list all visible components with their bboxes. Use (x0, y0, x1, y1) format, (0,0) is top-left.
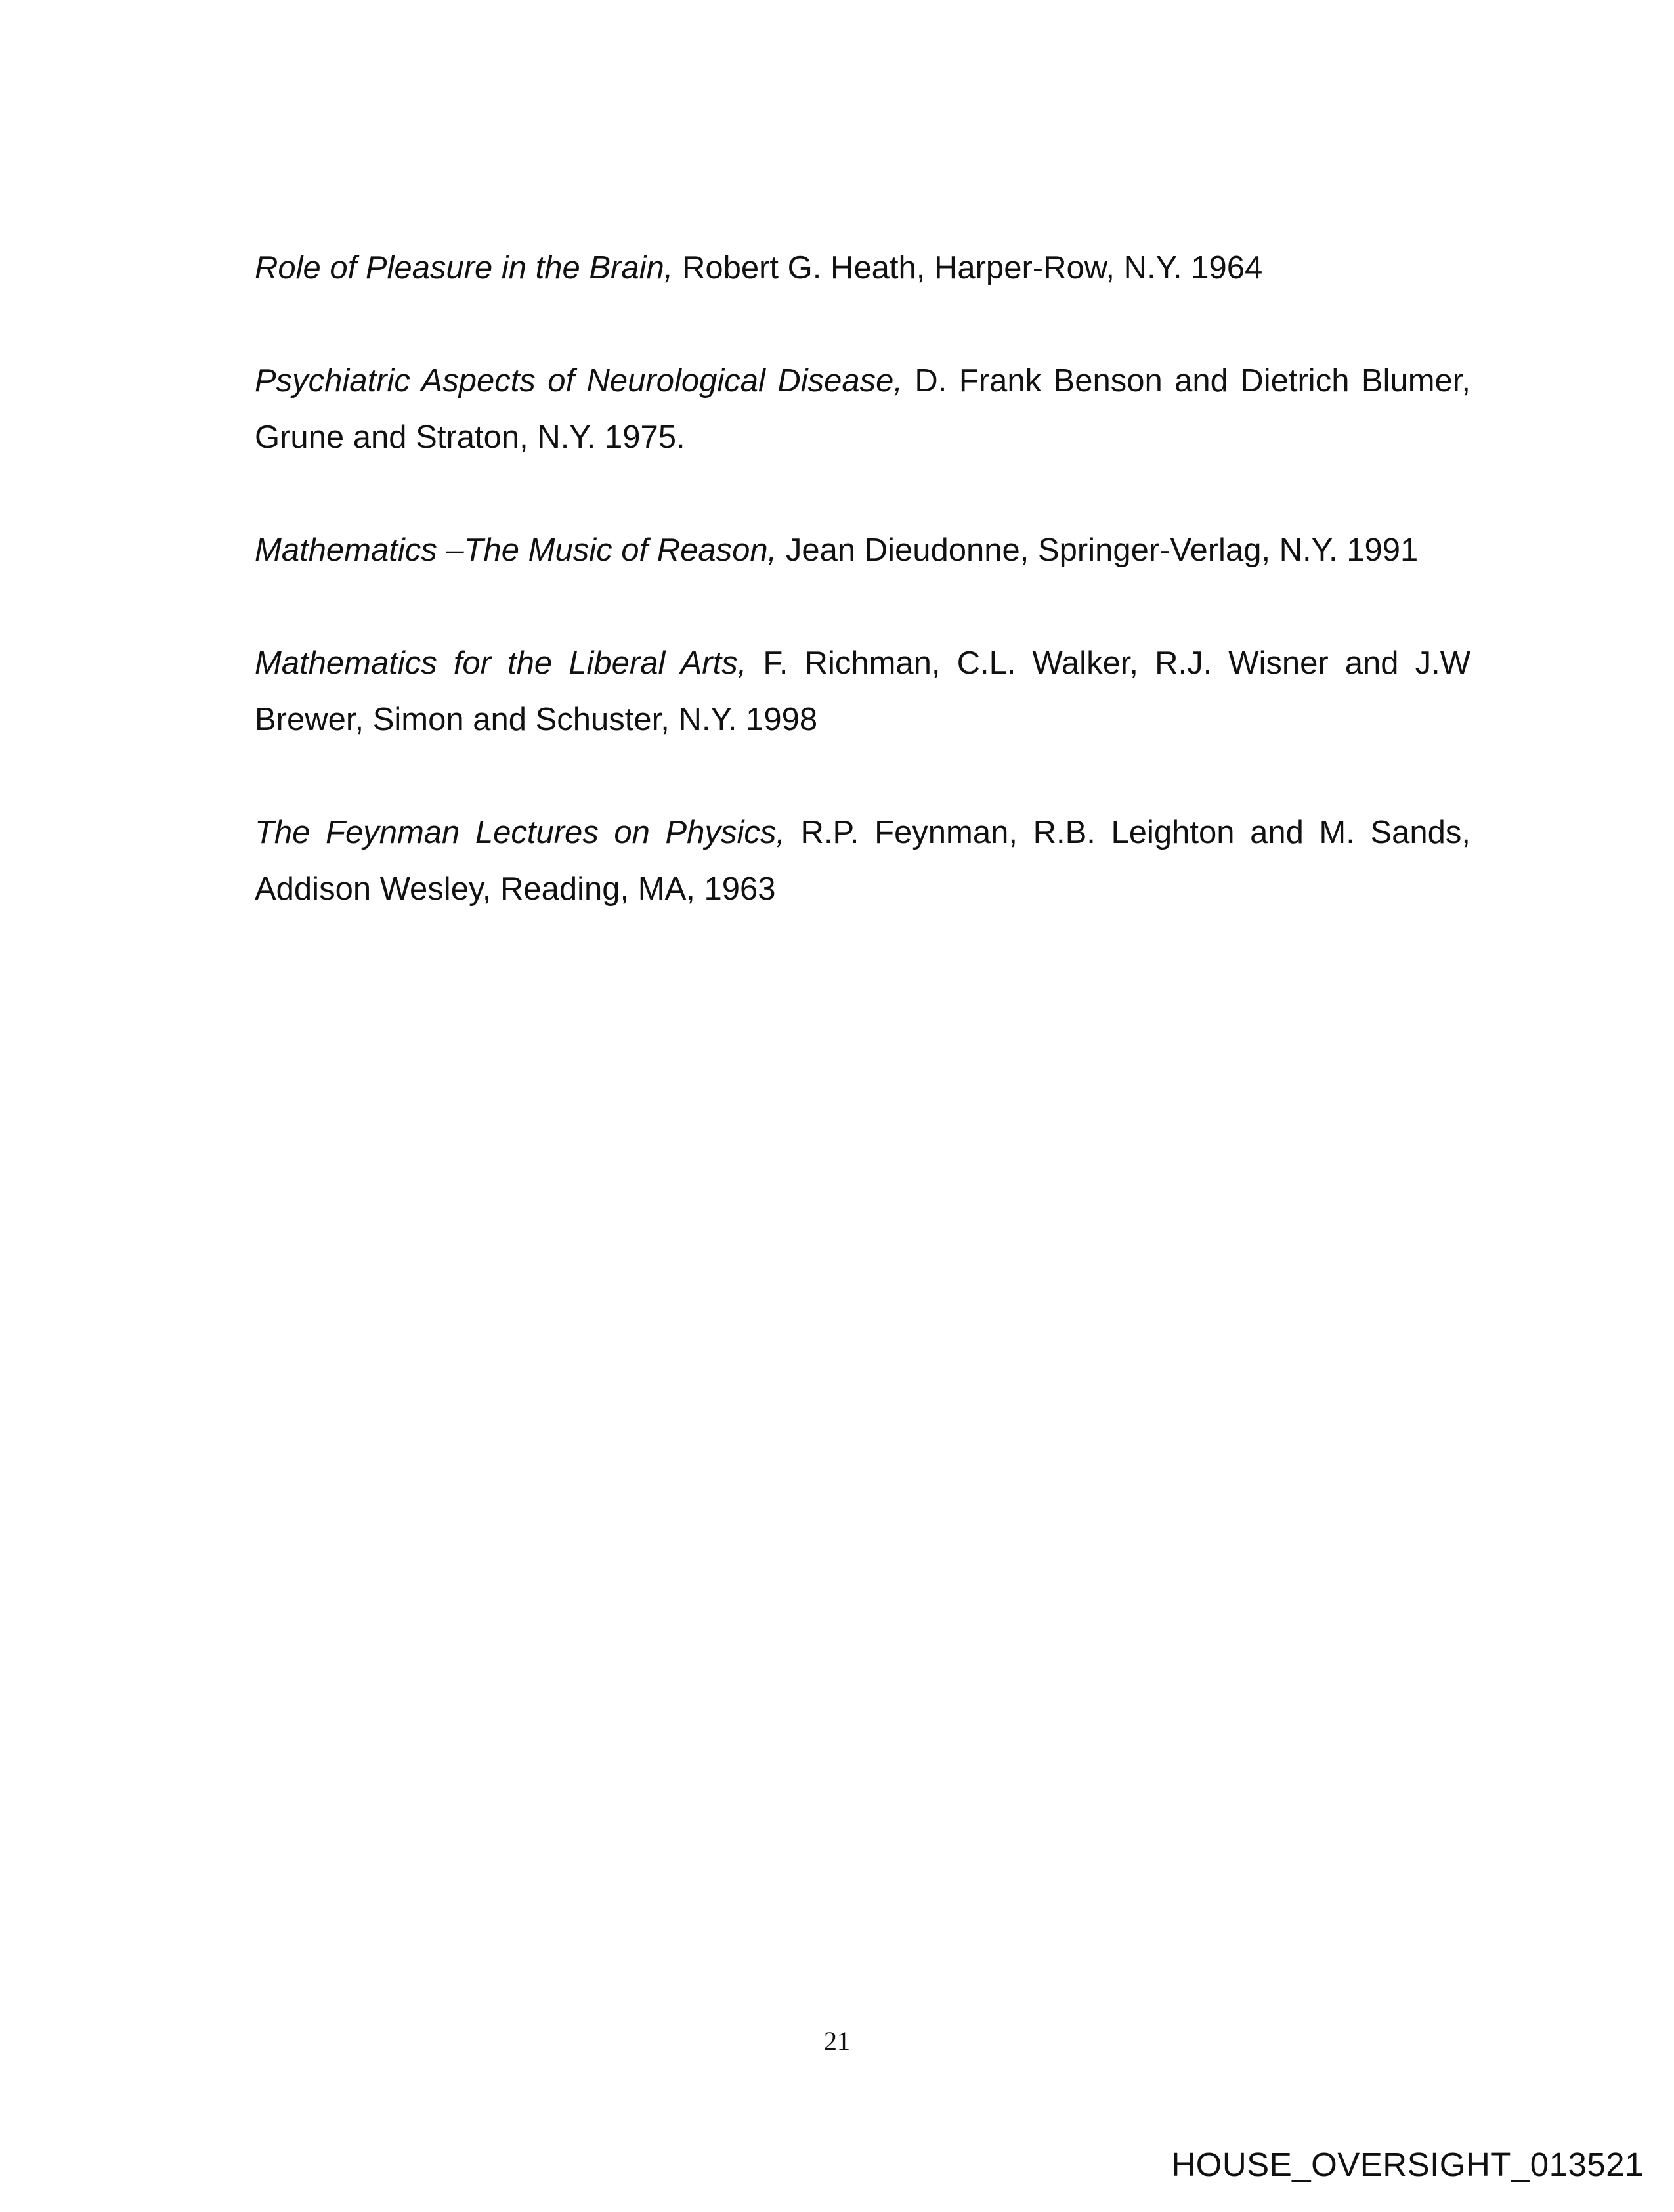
reference-details: F. Richman, C.L. Walker, R.J. Wisner and J.W Brewer, Simon and Schuster, N.Y. 1998 (255, 645, 1470, 737)
reference-title: Role of Pleasure in the Brain, (255, 250, 674, 286)
reference-details: R.P. Feynman, R.B. Leighton and M. Sands, Addison Wesley, Reading, MA, 1963 (255, 815, 1470, 907)
reference-title: Mathematics for the Liberal Arts, (255, 645, 747, 681)
reference-entry (255, 635, 1470, 748)
page-number: 21 (824, 2026, 850, 2056)
reference-entry (255, 522, 1470, 578)
reference-details: Jean Dieudonne, Springer-Verlag, N.Y. 1991 (777, 532, 1419, 568)
reference-title: Psychiatric Aspects of Neurological Disease, (255, 363, 903, 399)
reference-list (255, 240, 1470, 974)
reference-entry (255, 804, 1470, 917)
reference-entry (255, 240, 1470, 296)
reference-details: D. Frank Benson and Dietrich Blumer, Grune and Straton, N.Y. 1975. (255, 363, 1470, 455)
reference-title: The Feynman Lectures on Physics, (255, 815, 785, 850)
reference-title: Mathematics –The Music of Reason, (255, 532, 777, 568)
reference-details: Robert G. Heath, Harper-Row, N.Y. 1964 (673, 250, 1263, 286)
bates-number: HOUSE_OVERSIGHT_013521 (1171, 2146, 1644, 2183)
reference-entry (255, 353, 1470, 466)
